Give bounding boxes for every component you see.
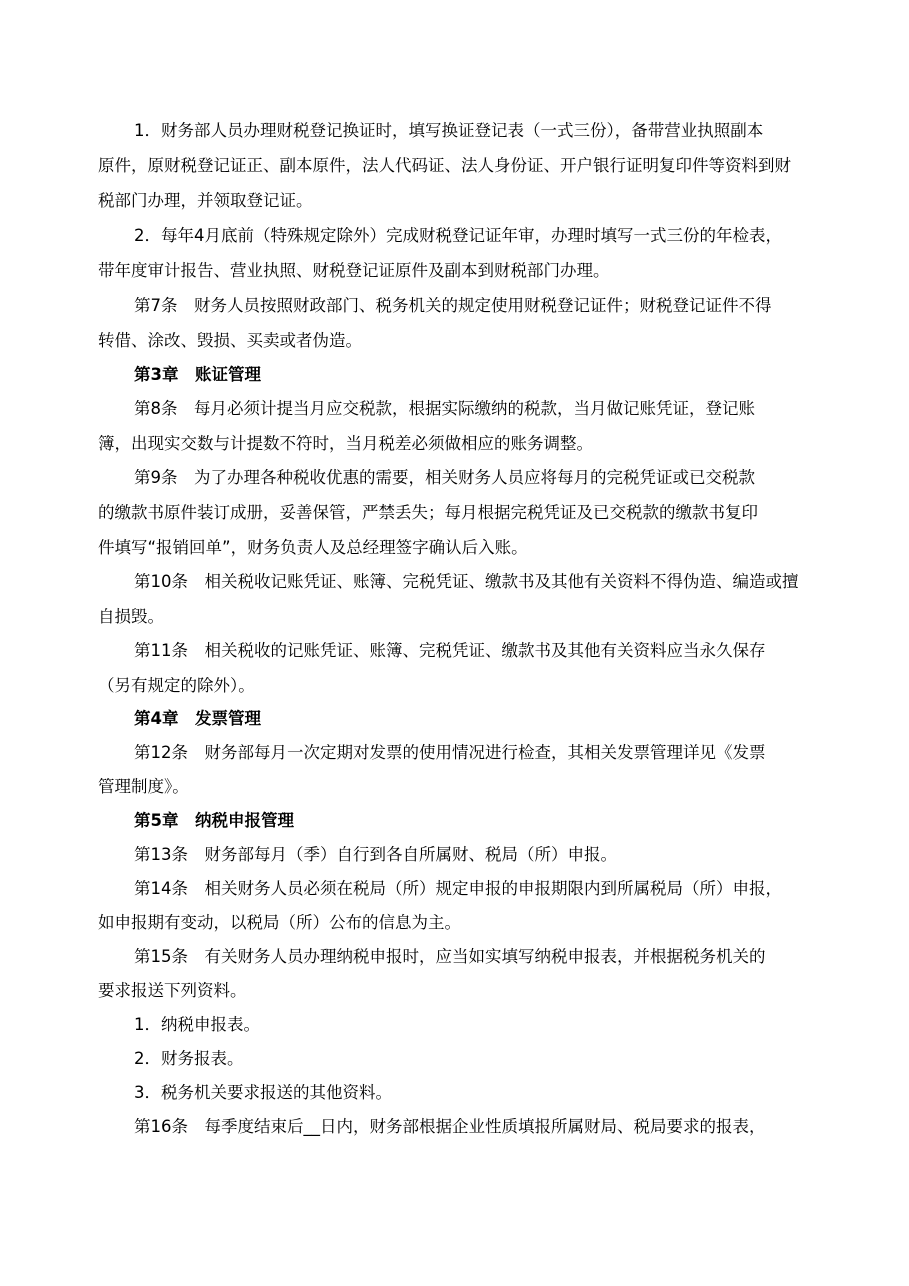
text-line: 第10条 相关税收记账凭证、账簿、完税凭证、缴款书及其他有关资料不得伪造、编造或擅: [134, 572, 799, 591]
text-line: 2．财务报表。: [134, 1049, 244, 1068]
text-line: 管理制度》。: [98, 777, 189, 796]
text-line: 第7条 财务人员按照财政部门、税务机关的规定使用财税登记证件；财税登记证件不得: [134, 296, 772, 315]
text-line: 件填写“报销回单”，财务负责人及总经理签字确认后入账。: [98, 538, 528, 557]
text-line: 第15条 有关财务人员办理纳税申报时，应当如实填写纳税申报表，并根据税务机关的: [134, 947, 766, 966]
text-line: 税部门办理，并领取登记证。: [98, 191, 313, 210]
text-line: 原件，原财税登记证正、副本原件，法人代码证、法人身份证、开户银行证明复印件等资料到财: [98, 156, 791, 175]
text-line: 转借、涂改、毁损、买卖或者伪造。: [98, 331, 362, 350]
chapter-heading: 第3章 账证管理: [134, 365, 261, 384]
chapter-heading: 第4章 发票管理: [134, 709, 261, 728]
text-line: 第16条 每季度结束后__日内，财务部根据企业性质填报所属财局、税局要求的报表，: [134, 1117, 766, 1136]
text-line: 第12条 财务部每月一次定期对发票的使用情况进行检查，其相关发票管理详见《发票: [134, 743, 766, 762]
text-line: 带年度审计报告、营业执照、财税登记证原件及副本到财税部门办理。: [98, 261, 610, 280]
text-line: 如申报期有变动，以税局（所）公布的信息为主。: [98, 913, 461, 932]
chapter-heading: 第5章 纳税申报管理: [134, 811, 294, 830]
text-line: 第11条 相关税收的记账凭证、账簿、完税凭证、缴款书及其他有关资料应当永久保存: [134, 641, 766, 660]
text-line: 第9条 为了办理各种税收优惠的需要，相关财务人员应将每月的完税凭证或已交税款: [134, 468, 755, 487]
text-line: 1．财务部人员办理财税登记换证时，填写换证登记表（一式三份），备带营业执照副本: [134, 121, 764, 140]
text-line: 第8条 每月必须计提当月应交税款，根据实际缴纳的税款，当月做记账凭证，登记账: [134, 399, 755, 418]
text-line: 1．纳税申报表。: [134, 1015, 260, 1034]
text-line: 的缴款书原件装订成册，妥善保管，严禁丢失；每月根据完税凭证及已交税款的缴款书复印: [98, 503, 758, 522]
text-line: 簿，出现实交数与计提数不符时，当月税差必须做相应的账务调整。: [98, 434, 593, 453]
text-line: 第14条 相关财务人员必须在税局（所）规定申报的申报期限内到所属税局（所）申报，: [134, 879, 782, 898]
text-line: （另有规定的除外）。: [98, 676, 255, 695]
text-line: 自损毁。: [98, 607, 164, 626]
text-line: 第13条 财务部每月（季）自行到各自所属财、税局（所）申报。: [134, 845, 617, 864]
text-line: 2．每年4月底前（特殊规定除外）完成财税登记证年审，办理时填写一式三份的年检表，: [134, 226, 782, 245]
text-line: 3．税务机关要求报送的其他资料。: [134, 1083, 392, 1102]
text-line: 要求报送下列资料。: [98, 981, 247, 1000]
